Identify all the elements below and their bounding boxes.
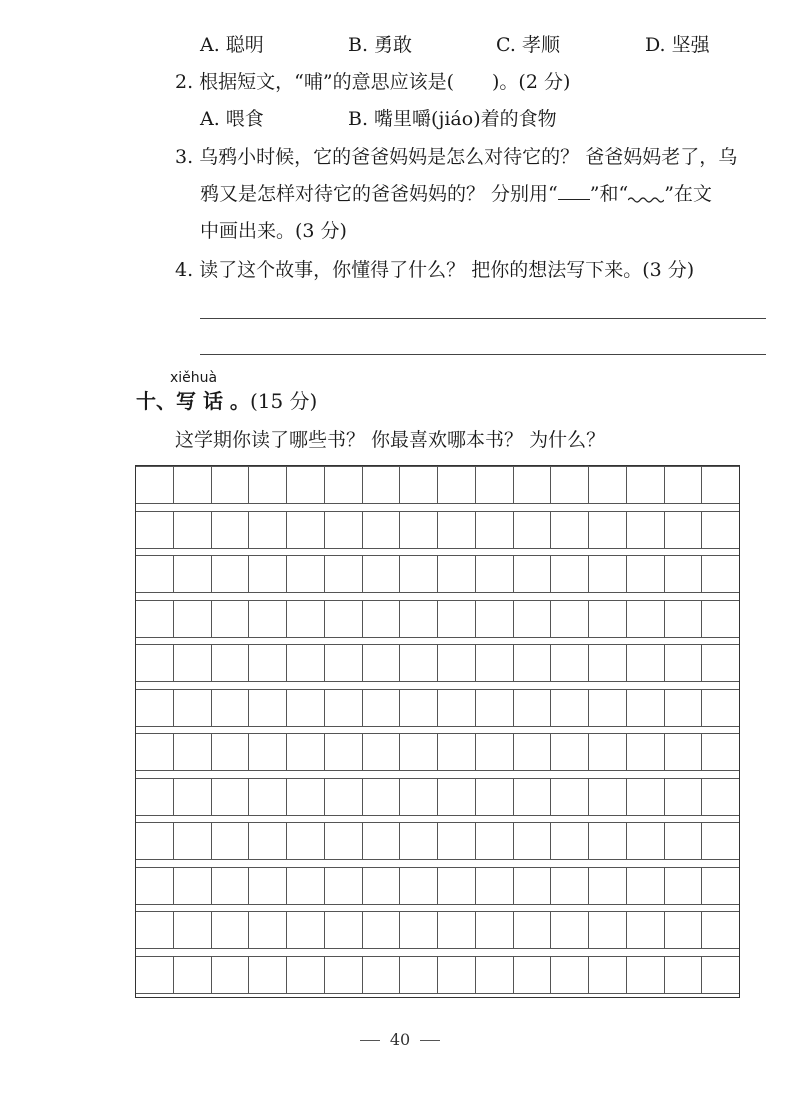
grid-cell[interactable] <box>174 956 212 994</box>
grid-cell[interactable] <box>702 555 739 593</box>
grid-cell[interactable] <box>249 867 287 905</box>
grid-cell[interactable] <box>212 911 250 949</box>
grid-row <box>136 600 739 638</box>
grid-cell[interactable] <box>212 511 250 549</box>
q1-option-c: C. 孝顺 <box>496 34 560 56</box>
grid-cell[interactable] <box>136 867 174 905</box>
grid-cell[interactable] <box>249 466 287 504</box>
grid-cell[interactable] <box>476 466 514 504</box>
section-10-pinyin: xiěhuà <box>170 370 218 386</box>
grid-cell[interactable] <box>363 555 401 593</box>
grid-cell[interactable] <box>363 911 401 949</box>
grid-cell[interactable] <box>665 644 703 682</box>
grid-row <box>136 867 739 905</box>
q3-line-3: 中画出来。(3 分) <box>200 220 347 242</box>
grid-row <box>136 911 739 949</box>
grid-cell[interactable] <box>174 778 212 816</box>
grid-cell[interactable] <box>287 466 325 504</box>
grid-cell[interactable] <box>212 822 250 860</box>
grid-cell[interactable] <box>627 867 665 905</box>
grid-cell[interactable] <box>325 600 363 638</box>
grid-cell[interactable] <box>551 511 589 549</box>
grid-cell[interactable] <box>249 778 287 816</box>
grid-cell[interactable] <box>363 822 401 860</box>
grid-cell[interactable] <box>287 778 325 816</box>
grid-cell[interactable] <box>438 911 476 949</box>
grid-cell[interactable] <box>136 822 174 860</box>
grid-cell[interactable] <box>589 511 627 549</box>
grid-cell[interactable] <box>702 956 739 994</box>
grid-cell[interactable] <box>287 867 325 905</box>
grid-cell[interactable] <box>665 511 703 549</box>
grid-cell[interactable] <box>400 466 438 504</box>
q2-option-a: A. 喂食 <box>200 108 264 130</box>
grid-cell[interactable] <box>665 911 703 949</box>
grid-cell[interactable] <box>400 555 438 593</box>
grid-cell[interactable] <box>400 644 438 682</box>
grid-cell[interactable] <box>627 956 665 994</box>
q4-answer-line-1[interactable] <box>200 318 766 319</box>
grid-cell[interactable] <box>363 511 401 549</box>
grid-row <box>136 822 739 860</box>
grid-cell[interactable] <box>325 778 363 816</box>
grid-cell[interactable] <box>551 733 589 771</box>
grid-cell[interactable] <box>551 778 589 816</box>
grid-cell[interactable] <box>325 511 363 549</box>
grid-cell[interactable] <box>325 956 363 994</box>
grid-cell[interactable] <box>589 733 627 771</box>
grid-cell[interactable] <box>249 911 287 949</box>
grid-cell[interactable] <box>665 956 703 994</box>
grid-cell[interactable] <box>325 867 363 905</box>
grid-cell[interactable] <box>400 956 438 994</box>
grid-cell[interactable] <box>363 867 401 905</box>
grid-cell[interactable] <box>136 600 174 638</box>
grid-cell[interactable] <box>325 689 363 727</box>
grid-cell[interactable] <box>665 778 703 816</box>
grid-cell[interactable] <box>514 600 552 638</box>
grid-cell[interactable] <box>514 822 552 860</box>
grid-cell[interactable] <box>551 689 589 727</box>
q2-stem <box>175 70 570 94</box>
grid-cell[interactable] <box>514 867 552 905</box>
grid-cell[interactable] <box>514 644 552 682</box>
grid-cell[interactable] <box>174 689 212 727</box>
grid-cell[interactable] <box>249 956 287 994</box>
q1-option-d: D. 坚强 <box>645 34 710 56</box>
grid-cell[interactable] <box>514 555 552 593</box>
grid-cell[interactable] <box>400 778 438 816</box>
q4-answer-line-2[interactable] <box>200 354 766 355</box>
grid-cell[interactable] <box>136 466 174 504</box>
grid-cell[interactable] <box>438 644 476 682</box>
grid-cell[interactable] <box>287 956 325 994</box>
grid-cell[interactable] <box>514 733 552 771</box>
grid-cell[interactable] <box>136 644 174 682</box>
grid-cell[interactable] <box>287 644 325 682</box>
section-10-title <box>136 389 317 413</box>
grid-cell[interactable] <box>287 733 325 771</box>
grid-cell[interactable] <box>249 644 287 682</box>
q1-option-b: B. 勇敢 <box>348 34 413 56</box>
grid-cell[interactable] <box>363 644 401 682</box>
grid-cell[interactable] <box>400 733 438 771</box>
grid-row <box>136 733 739 771</box>
page-number <box>0 1030 800 1049</box>
grid-row <box>136 511 739 549</box>
page-number-text: 40 <box>389 1030 411 1049</box>
grid-cell[interactable] <box>589 867 627 905</box>
grid-cell[interactable] <box>249 511 287 549</box>
grid-cell[interactable] <box>287 600 325 638</box>
grid-cell[interactable] <box>400 600 438 638</box>
grid-cell[interactable] <box>136 511 174 549</box>
grid-cell[interactable] <box>438 867 476 905</box>
grid-cell[interactable] <box>702 600 739 638</box>
grid-cell[interactable] <box>627 733 665 771</box>
writing-grid[interactable] <box>135 465 740 998</box>
grid-cell[interactable] <box>438 555 476 593</box>
grid-cell[interactable] <box>249 733 287 771</box>
grid-cell[interactable] <box>438 466 476 504</box>
grid-cell[interactable] <box>287 511 325 549</box>
grid-cell[interactable] <box>136 911 174 949</box>
grid-cell[interactable] <box>589 600 627 638</box>
grid-cell[interactable] <box>325 555 363 593</box>
grid-cell[interactable] <box>400 867 438 905</box>
grid-row <box>136 644 739 682</box>
grid-cell[interactable] <box>589 911 627 949</box>
grid-cell[interactable] <box>589 956 627 994</box>
grid-cell[interactable] <box>438 689 476 727</box>
grid-cell[interactable] <box>551 600 589 638</box>
q4-stem: 4. 读了这个故事，你懂得了什么？ 把你的想法写下来。(3 分) <box>175 259 695 281</box>
grid-cell[interactable] <box>438 511 476 549</box>
grid-cell[interactable] <box>665 600 703 638</box>
grid-cell[interactable] <box>325 822 363 860</box>
grid-cell[interactable] <box>551 644 589 682</box>
grid-cell[interactable] <box>438 956 476 994</box>
grid-cell[interactable] <box>702 911 739 949</box>
grid-cell[interactable] <box>702 466 739 504</box>
q3-line-1: 3. 乌鸦小时候，它的爸爸妈妈是怎么对待它的？ 爸爸妈妈老了，乌 <box>175 146 738 168</box>
section-10-title-text: 十、写 话 。 <box>136 389 250 413</box>
grid-cell[interactable] <box>287 822 325 860</box>
grid-cell[interactable] <box>249 600 287 638</box>
grid-cell[interactable] <box>702 689 739 727</box>
grid-cell[interactable] <box>514 778 552 816</box>
grid-cell[interactable] <box>363 778 401 816</box>
grid-cell[interactable] <box>627 555 665 593</box>
grid-cell[interactable] <box>287 689 325 727</box>
grid-cell[interactable] <box>212 644 250 682</box>
grid-cell[interactable] <box>212 733 250 771</box>
page-number-dash-left <box>360 1040 380 1041</box>
grid-cell[interactable] <box>400 822 438 860</box>
grid-cell[interactable] <box>627 600 665 638</box>
grid-cell[interactable] <box>174 644 212 682</box>
grid-cell[interactable] <box>476 911 514 949</box>
grid-cell[interactable] <box>514 466 552 504</box>
q2-stem-before: 2. 根据短文，“哺”的意思应该是( <box>175 71 455 93</box>
grid-cell[interactable] <box>212 778 250 816</box>
grid-cell[interactable] <box>514 511 552 549</box>
grid-cell[interactable] <box>136 555 174 593</box>
q1-option-a: A. 聪明 <box>200 34 264 56</box>
grid-cell[interactable] <box>174 511 212 549</box>
grid-cell[interactable] <box>438 733 476 771</box>
grid-cell[interactable] <box>325 733 363 771</box>
grid-cell[interactable] <box>589 822 627 860</box>
grid-cell[interactable] <box>476 555 514 593</box>
q3-line-2-after: ”在文 <box>664 183 712 205</box>
grid-cell[interactable] <box>212 689 250 727</box>
grid-cell[interactable] <box>174 911 212 949</box>
grid-cell[interactable] <box>665 822 703 860</box>
grid-cell[interactable] <box>400 689 438 727</box>
grid-cell[interactable] <box>551 911 589 949</box>
grid-cell[interactable] <box>514 911 552 949</box>
grid-cell[interactable] <box>514 956 552 994</box>
grid-cell[interactable] <box>589 555 627 593</box>
page-number-dash-right <box>420 1040 440 1041</box>
grid-cell[interactable] <box>589 778 627 816</box>
grid-cell[interactable] <box>212 867 250 905</box>
grid-cell[interactable] <box>136 689 174 727</box>
grid-cell[interactable] <box>702 778 739 816</box>
grid-cell[interactable] <box>514 689 552 727</box>
grid-cell[interactable] <box>665 733 703 771</box>
grid-cell[interactable] <box>702 644 739 682</box>
grid-cell[interactable] <box>627 644 665 682</box>
grid-cell[interactable] <box>212 555 250 593</box>
grid-cell[interactable] <box>627 911 665 949</box>
section-10-prompt: 这学期你读了哪些书？ 你最喜欢哪本书？ 为什么？ <box>175 429 606 451</box>
section-10-score: (15 分) <box>249 389 318 413</box>
grid-cell[interactable] <box>551 822 589 860</box>
grid-cell[interactable] <box>174 822 212 860</box>
grid-cell[interactable] <box>174 867 212 905</box>
grid-cell[interactable] <box>363 733 401 771</box>
q3-line-2-mid: ”和“ <box>589 183 629 205</box>
grid-cell[interactable] <box>665 867 703 905</box>
grid-cell[interactable] <box>589 466 627 504</box>
grid-cell[interactable] <box>627 511 665 549</box>
grid-cell[interactable] <box>476 689 514 727</box>
grid-cell[interactable] <box>702 511 739 549</box>
grid-cell[interactable] <box>551 956 589 994</box>
grid-cell[interactable] <box>325 466 363 504</box>
grid-cell[interactable] <box>438 778 476 816</box>
grid-cell[interactable] <box>400 911 438 949</box>
grid-cell[interactable] <box>363 466 401 504</box>
grid-cell[interactable] <box>287 555 325 593</box>
grid-cell[interactable] <box>363 956 401 994</box>
grid-cell[interactable] <box>174 600 212 638</box>
grid-cell[interactable] <box>212 956 250 994</box>
grid-cell[interactable] <box>627 778 665 816</box>
grid-row <box>136 778 739 816</box>
grid-cell[interactable] <box>702 733 739 771</box>
grid-cell[interactable] <box>136 733 174 771</box>
grid-cell[interactable] <box>702 867 739 905</box>
grid-cell[interactable] <box>136 778 174 816</box>
grid-cell[interactable] <box>287 911 325 949</box>
grid-cell[interactable] <box>212 600 250 638</box>
grid-cell[interactable] <box>476 511 514 549</box>
grid-cell[interactable] <box>665 689 703 727</box>
grid-cell[interactable] <box>438 822 476 860</box>
grid-cell[interactable] <box>476 600 514 638</box>
grid-cell[interactable] <box>174 555 212 593</box>
grid-cell[interactable] <box>551 867 589 905</box>
grid-cell[interactable] <box>665 466 703 504</box>
grid-cell[interactable] <box>249 822 287 860</box>
grid-cell[interactable] <box>136 956 174 994</box>
grid-cell[interactable] <box>212 466 250 504</box>
grid-cell[interactable] <box>627 822 665 860</box>
grid-cell[interactable] <box>476 822 514 860</box>
grid-cell[interactable] <box>249 555 287 593</box>
grid-cell[interactable] <box>551 466 589 504</box>
grid-cell[interactable] <box>363 689 401 727</box>
grid-row <box>136 689 739 727</box>
grid-cell[interactable] <box>400 511 438 549</box>
grid-cell[interactable] <box>476 644 514 682</box>
grid-cell[interactable] <box>325 911 363 949</box>
grid-cell[interactable] <box>551 555 589 593</box>
grid-cell[interactable] <box>476 956 514 994</box>
grid-cell[interactable] <box>174 466 212 504</box>
grid-cell[interactable] <box>702 822 739 860</box>
q2-stem-after: )。(2 分) <box>492 71 571 93</box>
q2-option-b: B. 嘴里嚼(jiáo)着的食物 <box>348 108 557 130</box>
grid-cell[interactable] <box>249 689 287 727</box>
grid-cell[interactable] <box>589 689 627 727</box>
grid-cell[interactable] <box>665 555 703 593</box>
grid-cell[interactable] <box>363 600 401 638</box>
grid-cell[interactable] <box>627 689 665 727</box>
wavy-underline-mark <box>628 184 664 200</box>
grid-cell[interactable] <box>476 867 514 905</box>
q3-line-2-before: 鸦又是怎样对待它的爸爸妈妈的？ 分别用“ <box>200 183 558 205</box>
grid-cell[interactable] <box>174 733 212 771</box>
grid-cell[interactable] <box>627 466 665 504</box>
grid-cell[interactable] <box>438 600 476 638</box>
straight-underline-mark <box>558 183 590 200</box>
grid-cell[interactable] <box>325 644 363 682</box>
grid-cell[interactable] <box>476 778 514 816</box>
grid-row <box>136 466 739 504</box>
grid-row <box>136 555 739 593</box>
grid-row <box>136 956 739 994</box>
grid-cell[interactable] <box>589 644 627 682</box>
q3-line-2 <box>200 182 712 206</box>
grid-cell[interactable] <box>476 733 514 771</box>
